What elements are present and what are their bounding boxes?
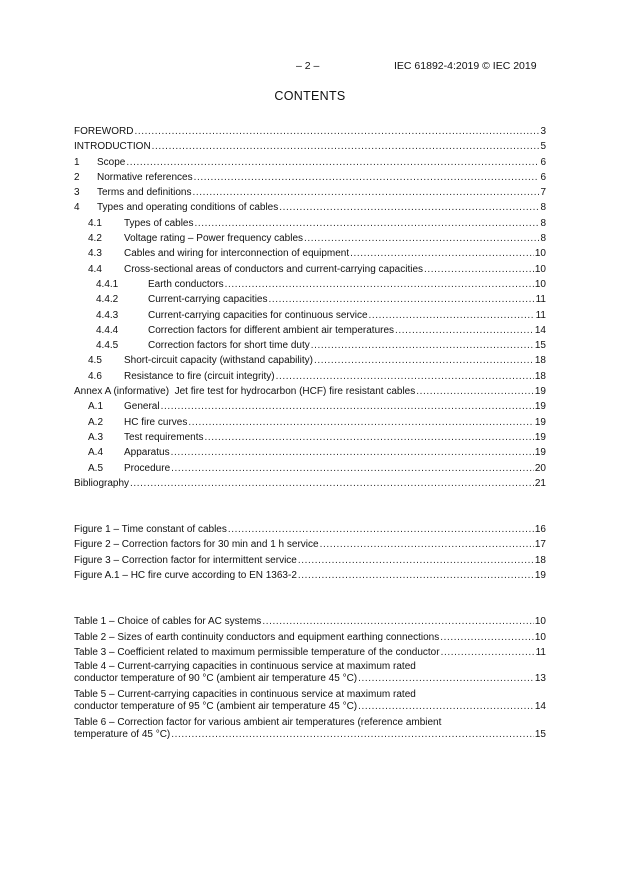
toc-entry-page: 21 [534,477,546,489]
toc-entry-page: 20 [534,462,546,474]
dot-leader [171,445,534,460]
toc-entry-1[interactable] [74,155,546,170]
page-title: CONTENTS [274,89,346,103]
toc-entry-number: 4.1 [88,217,102,229]
toc-entry-title: Short-circuit capacity (withstand capability) [124,355,313,367]
toc-entry-title: Normative references [97,171,193,183]
toc-entry-bibliography[interactable] [74,476,546,491]
toc-entry-number: 4.4.1 [96,278,119,290]
table-of-contents [74,124,546,744]
toc-entry-page: 14 [534,324,546,336]
toc-entry-4-4-4[interactable] [74,323,546,338]
toc-entry-title: Voltage rating – Power frequency cables [124,233,303,245]
dot-leader [304,231,539,246]
toc-entry-page: 6 [540,156,546,168]
toc-entry-title: Cables and wiring for interconnection of equipment [124,248,350,260]
figure-entry-title: Figure 1 – Time constant of cables [74,524,227,536]
table-entry-title: Table 3 – Coefficient related to maximum permissible temperature of the conductor [74,646,440,658]
toc-entry-3[interactable] [74,185,546,200]
figure-entry-a-1[interactable] [74,568,546,583]
toc-entry-number: 1 [74,156,80,168]
toc-entry-4-4-3[interactable] [74,308,546,323]
toc-entry-2[interactable] [74,170,546,185]
toc-entry-number: A.4 [88,447,104,459]
table-entry-title-line1: Table 5 – Current-carrying capacities in continuous service at maximum rated [74,689,416,701]
toc-entry-title: Correction factors for different ambient air temperatures [148,324,395,336]
toc-entry-a-2[interactable] [74,415,546,430]
table-entry-5[interactable] [74,688,546,716]
toc-entry-number: 4.5 [88,355,102,367]
toc-entry-number: A.5 [88,462,104,474]
toc-entry-page: 8 [540,202,546,214]
toc-entry-4[interactable] [74,200,546,215]
toc-entry-number: 4 [74,202,80,214]
toc-entry-title: Earth conductors [148,278,224,290]
toc-entry-4-4[interactable] [74,262,546,277]
toc-entry-page: 8 [540,217,546,229]
dot-leader [320,537,534,552]
table-entry-2[interactable] [74,630,546,645]
toc-entry-4-4-2[interactable] [74,292,546,307]
toc-entry-title: Annex A (informative) Jet fire test for hydrocarbon (HCF) fire resistant cables [74,386,416,398]
toc-entry-introduction[interactable] [74,139,546,154]
dot-leader [350,246,534,261]
toc-entry-4-4-1[interactable] [74,277,546,292]
toc-entry-page: 19 [534,447,546,459]
figure-entry-page: 16 [534,524,546,536]
toc-entry-number: 4.4.3 [96,309,119,321]
toc-entry-title: INTRODUCTION [74,141,151,153]
toc-entry-a-1[interactable] [74,399,546,414]
page-number: – 2 – [296,60,320,72]
dot-leader [424,262,534,277]
table-entry-page: 15 [534,729,546,741]
toc-entry-page: 19 [534,386,546,398]
table-entry-3[interactable] [74,645,546,660]
toc-entry-title: Current-carrying capacities for continuous service [148,309,368,321]
dot-leader [369,308,535,323]
figure-entry-title: Figure A.1 – HC fire curve according to EN 1363-2 [74,570,297,582]
toc-entry-page: 11 [535,294,546,306]
table-entry-page: 13 [534,673,546,685]
toc-entry-annex-a[interactable] [74,384,546,399]
table-entry-title: Table 2 – Sizes of earth continuity conductors and equipment earthing connections [74,631,440,643]
toc-entry-page: 10 [534,248,546,260]
toc-entry-foreword[interactable] [74,124,546,139]
dot-leader [269,292,535,307]
toc-entry-title: Scope [97,156,126,168]
toc-entry-number: 4.6 [88,370,102,382]
dot-leader [188,415,534,430]
dot-leader [279,200,539,215]
toc-entry-number: 4.2 [88,233,102,245]
toc-entry-title: Procedure [124,462,171,474]
dot-leader [171,729,534,741]
table-entry-6[interactable] [74,716,546,744]
toc-entry-title: Correction factors for short time duty [148,340,310,352]
toc-entry-page: 11 [535,309,546,321]
dot-leader [194,216,539,231]
figure-entry-3[interactable] [74,553,546,568]
toc-entry-page: 3 [540,126,546,137]
toc-entry-number: 3 [74,187,80,199]
toc-entry-a-5[interactable] [74,461,546,476]
dot-leader [358,673,534,685]
dot-leader [262,614,534,629]
toc-entry-4-1[interactable] [74,216,546,231]
toc-entry-title: Apparatus [124,447,170,459]
toc-entry-a-4[interactable] [74,445,546,460]
dot-leader [225,277,534,292]
figure-entry-2[interactable] [74,537,546,552]
dot-leader [358,701,534,713]
dot-leader [130,476,534,491]
toc-entry-page: 15 [534,340,546,352]
toc-entry-number: 4.4.2 [96,294,119,306]
toc-entry-4-4-5[interactable] [74,338,546,353]
toc-entry-title: HC fire curves [124,416,188,428]
table-entry-title-line1: Table 6 – Correction factor for various ambient air temperatures (reference ambient [74,717,442,729]
toc-entry-4-2[interactable] [74,231,546,246]
dot-leader [161,399,534,414]
dot-leader [194,170,540,185]
table-entry-title-line2: temperature of 45 °C) [74,729,171,741]
figure-entry-title: Figure 2 – Correction factors for 30 min and 1 h service [74,539,319,551]
toc-entry-4-5[interactable] [74,353,546,368]
toc-entry-page: 6 [540,171,546,183]
toc-entry-page: 19 [534,401,546,413]
dot-leader [314,353,534,368]
toc-entry-title: Terms and definitions [97,187,192,199]
toc-entry-number: A.1 [88,401,104,413]
toc-entry-title: Test requirements [124,431,204,443]
toc-entry-number: 2 [74,171,80,183]
dot-leader [395,323,534,338]
toc-entry-page: 10 [534,263,546,275]
toc-entry-title: Resistance to fire (circuit integrity) [124,370,275,382]
toc-entry-title: FOREWORD [74,126,134,137]
toc-entry-number: 4.4.5 [96,340,119,352]
figure-entry-page: 17 [534,539,546,551]
table-entry-title: Table 1 – Choice of cables for AC systems [74,616,262,628]
toc-entry-4-3[interactable] [74,246,546,261]
table-entry-page: 10 [534,631,546,643]
toc-entry-page: 18 [534,355,546,367]
dot-leader [276,369,534,384]
toc-entry-page: 7 [540,187,546,199]
dot-leader [298,553,534,568]
toc-entry-number: A.2 [88,416,104,428]
table-entry-4[interactable] [74,660,546,688]
table-entry-page: 14 [534,701,546,713]
dot-leader [298,568,534,583]
dot-leader [311,338,534,353]
dot-leader [171,461,534,476]
dot-leader [134,124,539,139]
toc-entry-number: 4.4 [88,263,102,275]
toc-entry-4-6[interactable] [74,369,546,384]
toc-entry-number: 4.3 [88,248,102,260]
figure-entry-page: 18 [534,554,546,566]
dot-leader [416,384,534,399]
toc-entry-number: A.3 [88,431,104,443]
table-entry-title-line1: Table 4 – Current-carrying capacities in continuous service at maximum rated [74,661,416,673]
table-entry-1[interactable] [74,614,546,629]
dot-leader [204,430,533,445]
document-identifier: IEC 61892-4:2019 © IEC 2019 [394,60,537,72]
dot-leader [126,155,539,170]
figure-entry-title: Figure 3 – Correction factor for intermittent service [74,554,297,566]
dot-leader [440,630,534,645]
toc-entry-title: Bibliography [74,477,130,489]
toc-entry-title: General [124,401,160,413]
toc-entry-a-3[interactable] [74,430,546,445]
toc-entry-page: 19 [534,431,546,443]
toc-entry-title: Types of cables [124,217,194,229]
toc-entry-title: Types and operating conditions of cables [97,202,279,214]
dot-leader [441,645,535,660]
dot-leader [228,522,534,537]
toc-entry-title: Cross-sectional areas of conductors and current-carrying capacities [124,263,424,275]
table-entry-page: 11 [535,646,546,658]
toc-entry-page: 5 [540,141,546,153]
toc-entry-title: Current-carrying capacities [148,294,268,306]
toc-entry-page: 19 [534,416,546,428]
table-entry-page: 10 [534,616,546,628]
figure-entry-1[interactable] [74,522,546,537]
toc-entry-page: 8 [540,233,546,245]
toc-entry-number: 4.4.4 [96,324,119,336]
dot-leader [193,185,540,200]
dot-leader [152,139,540,154]
toc-entry-page: 18 [534,370,546,382]
table-entry-title-line2: conductor temperature of 95 °C (ambient air temperature 45 °C) [74,701,358,713]
table-entry-title-line2: conductor temperature of 90 °C (ambient air temperature 45 °C) [74,673,358,685]
toc-entry-page: 10 [534,278,546,290]
figure-entry-page: 19 [534,570,546,582]
